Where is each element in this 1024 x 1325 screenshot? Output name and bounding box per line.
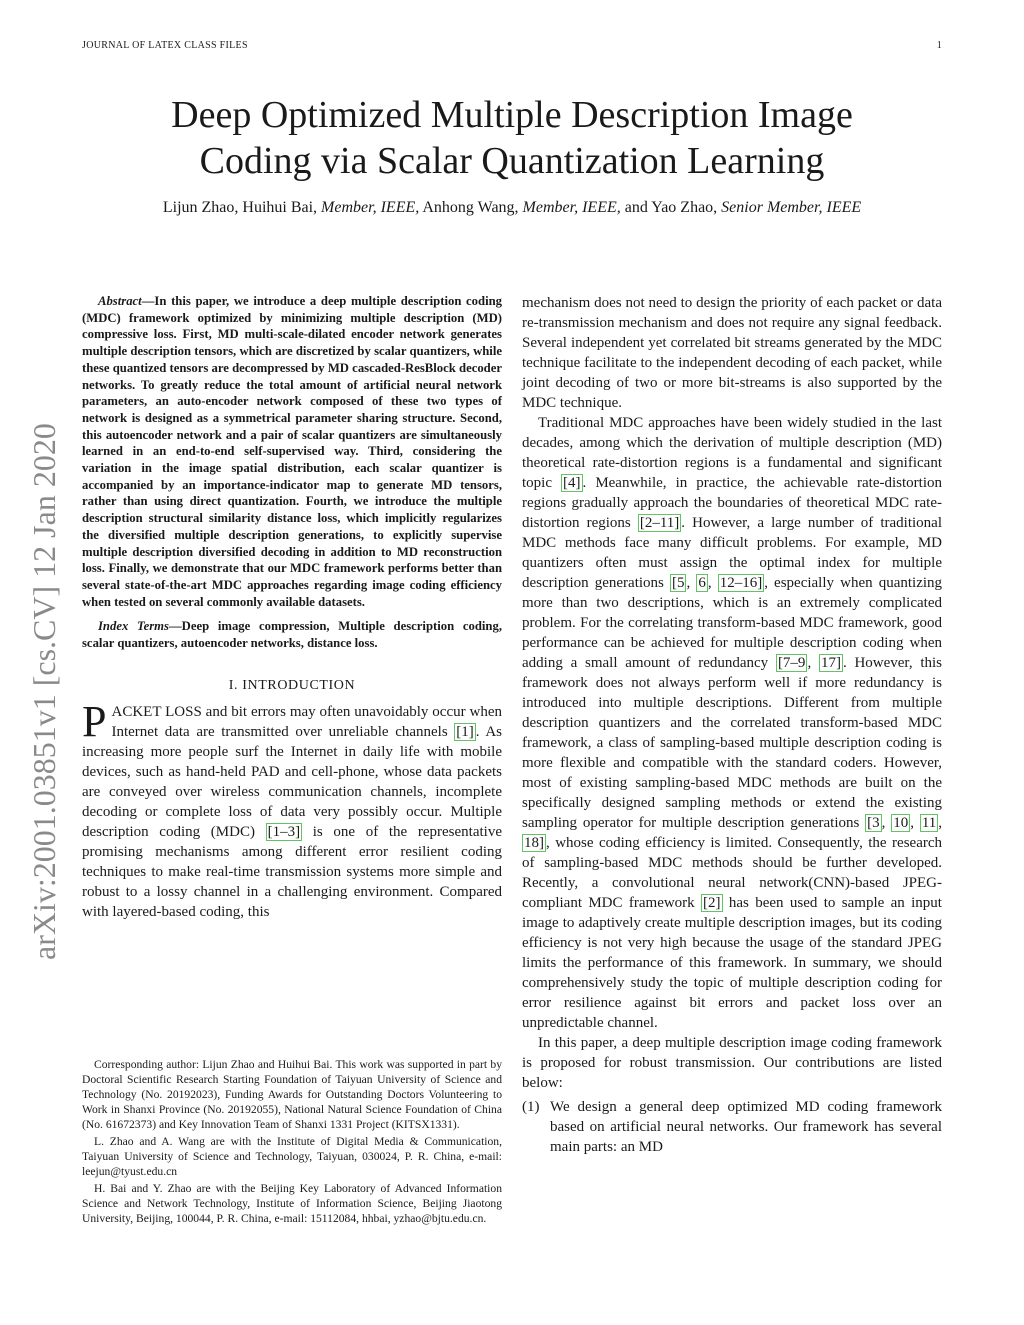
contribution-text: We design a general deep optimized MD coding framework based on artificial neural networks. Our framework has several main parts: an MD: [550, 1099, 942, 1155]
author-list: [60, 197, 964, 219]
citation-link[interactable]: 17]: [820, 655, 841, 671]
right-paragraph-3: In this paper, a deep multiple description image coding framework is proposed for robust transmission. Our contributions are listed below:: [522, 1035, 942, 1091]
title-line-1: Deep Optimized Multiple Description Image: [171, 94, 853, 136]
citation-link[interactable]: [3: [867, 815, 880, 831]
right-paragraph-1: mechanism does not need to design the priority of each packet or data re-transmission mechanism and does not require any signal feedback. Several independent yet correlated bit streams generated by the MDC technique facilitate to the independent decoding of each packet, while joint decoding of two or more bit-streams is also supported by the MDC technique.: [522, 295, 942, 411]
citation-link[interactable]: 18]: [524, 835, 544, 851]
section-heading-introduction: [82, 678, 502, 694]
index-terms-label: Index Terms: [98, 619, 169, 634]
citation-link[interactable]: [5: [671, 575, 685, 591]
citation-link[interactable]: [1–3]: [267, 823, 301, 840]
p2-text: ,: [707, 575, 718, 591]
p2-text: ,: [881, 815, 892, 831]
title-line-2: Coding via Scalar Quantization Learning: [199, 140, 825, 182]
citation-link[interactable]: 12–16]: [719, 575, 763, 591]
p2-text: , whose coding efficiency is limited. Consequently, the research of sampling-based MDC methods should be further developed. Recently, a convolutional neural network(CNN)-based JPEG-compliant MDC framework: [522, 835, 942, 911]
p2-text: has been used to sample an input image to adaptively create multiple description images, but its coding efficiency is not very high because the usage of the standard JPEG limits the performance of this framework. In summary, we should comprehensively study the topic of multiple description coding for error resilience against bit errors and packet loss over an unpredictable channel.: [522, 895, 942, 1031]
p2-text: Traditional MDC approaches have been widely studied in the last decades, among which the derivation of multiple description (MD) theoretical rate-distortion regions is a fundamental and significant topic: [522, 415, 942, 491]
intro-text-2: . As increasing more people surf the Internet in daily life with mobile devices, such as hand-held PAD and cell-phone, whose data packets are conveyed over wireless communication channels, incomplete decoding or complete loss of data very possibly occur. Multiple description coding (MDC): [82, 723, 503, 840]
contribution-item: [522, 1097, 942, 1157]
drop-cap: P: [82, 696, 107, 746]
left-column: [82, 293, 502, 922]
index-terms-text: —Deep image compression, Multiple description coding, scalar quantizers, autoencoder networks, distance loss.: [82, 619, 502, 651]
author-2: Anhong Wang,: [419, 199, 523, 216]
author-2-role: Member, IEEE,: [522, 199, 621, 216]
citation-link[interactable]: [2–11]: [639, 515, 680, 531]
section-title-rest: NTRODUCTION: [247, 677, 356, 693]
p2-text: ,: [686, 575, 697, 591]
page-number: 1: [936, 40, 942, 51]
citation-link[interactable]: [7–9: [777, 655, 806, 671]
running-header: [82, 40, 942, 56]
section-numeral: I.: [228, 677, 239, 693]
citation-link[interactable]: [4]: [563, 475, 581, 491]
citation-link[interactable]: 10: [893, 815, 909, 831]
p2-text: ,: [910, 815, 920, 831]
citation-link[interactable]: [2]: [703, 895, 721, 911]
right-paragraph-2: [522, 413, 942, 1033]
index-terms: [82, 618, 502, 651]
intro-text-3: is one of the representative promising mechanisms among different error resilient coding techniques to make real-time transmission systems more simple and robust to a lossy channel in a challenging environment. Compared with layered-based coding, this: [82, 823, 502, 920]
citation-link[interactable]: 11: [921, 815, 937, 831]
p2-text: . However, this framework does not always perform well if more redundancy is introduced into multiple descriptions. Different from multiple description quantizers and the correlated transform-based MDC framework, a class of sampling-based multiple description coding is more flexible and compatible with the standard coders. However, most of existing sampling-based MDC methods are built on the specifically designed sampling methods or extend the existing sampling operator for multiple description generations: [522, 655, 942, 831]
section-title-first: I: [242, 677, 248, 693]
p2-text: . Meanwhile, in practice, the achievable rate-distortion regions gradually approach the boundaries of theoretical MDC rate-distortion regions: [522, 475, 942, 531]
p2-text: ,: [807, 655, 819, 671]
footnote-affiliation-2: H. Bai and Y. Zhao are with the Beijing Key Laboratory of Advanced Information Science and Network Technology, Institute of Information Science, Beijing Jiaotong University, Beijing, 100044, P. R. China, e-mail: 15112084, hhbai, yzhao@bjtu.edu.cn.: [82, 1182, 502, 1225]
journal-name: JOURNAL OF LATEX CLASS FILES: [82, 40, 248, 51]
abstract-label: Abstract: [98, 294, 142, 308]
footnote-affiliation-1: L. Zhao and A. Wang are with the Institute of Digital Media & Communication, Taiyuan University of Science and Technology, Taiyuan, 030024, P. R. China, e-mail: leejun@tyust.edu.cn: [82, 1135, 502, 1178]
author-1: Lijun Zhao, Huihui Bai,: [162, 199, 322, 216]
abstract-text: —In this paper, we introduce a deep multiple description coding (MDC) framework optimized by minimizing multiple description (MD) compressive loss. First, MD multi-scale-dilated encoder network generates multiple description tensors, which are discretized by scalar quantizers, while these quantized tensors are decompressed by MD cascaded-ResBlock decoder networks. To greatly reduce the total amount of artificial neural network parameters, an auto-encoder network composed of these two types of network is designed as a symmetrical parameter sharing structure. Second, this autoencoder network and a pair of scalar quantizers are simultaneously learned in an end-to-end self-supervised way. Third, considering the variation in the image spatial distribution, each scalar quantizer is accompanied by an importance-indicator map to generate MD tensors, rather than using direct quantization. Fourth, we introduce the multiple description structural similarity distance loss, which implicitly regularizes the diversified multiple description generations, to explicitly supervise multiple description diversified decoding in addition to MD reconstruction loss. Finally, we demonstrate that our MDC framework performs better than several state-of-the-art MDC approaches regarding image coding efficiency when tested on several commonly available datasets.: [82, 294, 502, 609]
citation-link[interactable]: 6: [698, 575, 706, 591]
author-3: and Yao Zhao,: [620, 199, 722, 216]
right-column: [522, 293, 942, 1157]
intro-text-1: and bit errors may often unavoidably occur when Internet data are transmitted over unreliable channels: [111, 703, 502, 740]
author-3-role: Senior Member, IEEE: [721, 199, 862, 216]
contribution-number: (1): [522, 1099, 540, 1115]
footnotes: [82, 1057, 502, 1228]
arxiv-stamp[interactable]: arXiv:2001.03851v1 [cs.CV] 12 Jan 2020: [26, 423, 62, 960]
footnote-corresponding: Corresponding author: Lijun Zhao and Huihui Bai. This work was supported in part by Doctoral Scientific Research Starting Foundation of Taiyuan University of Science and Technology (No. 20192023), Funding Awards for Outstanding Doctors Volunteering to Work in Shanxi Province (No. 20192055), National Natural Science Foundation of China (No. 61672373) and Key Innovation Team of Shanxi 1331 Project (KITSX1331).: [82, 1058, 502, 1131]
p2-text: , especially when quantizing more than two descriptions, which is an extremely complicated problem. For the correlating transform-based MDC framework, good performance can be achieved for multiple description coding when adding a small amount of redundancy: [522, 575, 943, 671]
intro-first-word: ACKET LOSS: [111, 703, 202, 720]
author-1-role: Member, IEEE,: [321, 199, 420, 216]
paper-title: [82, 92, 942, 184]
citation-link[interactable]: [1]: [456, 723, 474, 740]
p2-text: ,: [938, 815, 943, 831]
abstract: [82, 293, 502, 610]
p2-text: . However, a large number of traditional MDC methods face many difficult problems. For example, MD quantizers often must assign the optimal index for multiple description generations: [522, 515, 942, 591]
intro-paragraph: [82, 696, 503, 922]
